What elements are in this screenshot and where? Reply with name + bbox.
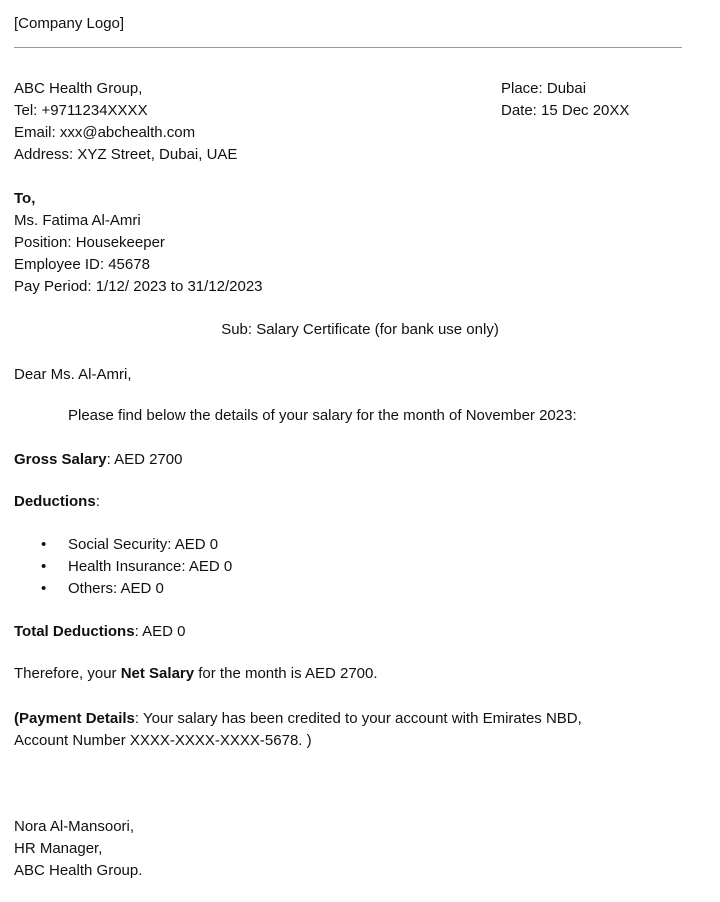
net-salary-prefix: Therefore, your [14, 665, 121, 682]
signatory-name: Nora Al-Mansoori, [14, 818, 135, 835]
signature-block [14, 816, 142, 882]
salutation: Dear Ms. Al-Amri, [14, 366, 132, 383]
sender-name: ABC Health Group, [14, 80, 143, 97]
deduction-social-security: Social Security: AED 0 [68, 536, 219, 553]
place-date-block [501, 78, 629, 122]
gross-salary-line [14, 449, 182, 471]
deductions-list [14, 534, 232, 600]
total-deductions-label: Total Deductions [14, 623, 135, 640]
net-salary-label: Net Salary [120, 665, 195, 682]
total-deductions-value: : AED 0 [134, 623, 186, 640]
sender-address: Address: XYZ Street, Dubai, UAE [14, 146, 238, 163]
recipient-block [14, 188, 263, 298]
to-label: To, [14, 190, 36, 207]
gross-salary-value: : AED 2700 [106, 451, 183, 468]
list-item [14, 556, 232, 578]
signatory-org: ABC Health Group. [14, 862, 143, 879]
bullet-icon: • [41, 536, 47, 553]
net-salary-suffix: for the month is AED 2700. [194, 665, 378, 682]
payment-details-line1: : Your salary has been credited to your account with Emirates NBD, [134, 710, 582, 727]
recipient-name: Ms. Fatima Al-Amri [14, 212, 141, 229]
deduction-health-insurance: Health Insurance: AED 0 [68, 558, 233, 575]
sender-email: Email: xxx@abchealth.com [14, 124, 196, 141]
payment-details-line2: Account Number XXXX-XXXX-XXXX-5678. ) [14, 732, 312, 749]
gross-salary-label: Gross Salary [14, 451, 107, 468]
bullet-icon: • [41, 558, 47, 575]
recipient-position: Position: Housekeeper [14, 234, 165, 251]
intro-paragraph: Please find below the details of your salary for the month of November 2023: [68, 407, 577, 424]
list-item [14, 578, 232, 600]
company-logo-placeholder: [Company Logo] [14, 15, 125, 32]
deduction-others: Others: AED 0 [68, 580, 164, 597]
header-divider [14, 47, 682, 48]
deductions-heading [14, 491, 100, 513]
total-deductions-line [14, 621, 185, 643]
list-item [14, 534, 232, 556]
payment-details [14, 708, 582, 752]
bullet-icon: • [41, 580, 47, 597]
signatory-title: HR Manager, [14, 840, 103, 857]
payment-details-label: (Payment Details [14, 710, 135, 727]
date: Date: 15 Dec 20XX [501, 102, 630, 119]
deductions-colon: : [95, 493, 100, 510]
recipient-pay-period: Pay Period: 1/12/ 2023 to 31/12/2023 [14, 278, 263, 295]
net-salary-line [14, 663, 378, 685]
recipient-employee-id: Employee ID: 45678 [14, 256, 150, 273]
sender-block [14, 78, 237, 166]
sender-tel: Tel: +9711234XXXX [14, 102, 148, 119]
subject-line: Sub: Salary Certificate (for bank use only) [221, 321, 499, 338]
place: Place: Dubai [501, 80, 587, 97]
deductions-label: Deductions [14, 493, 96, 510]
